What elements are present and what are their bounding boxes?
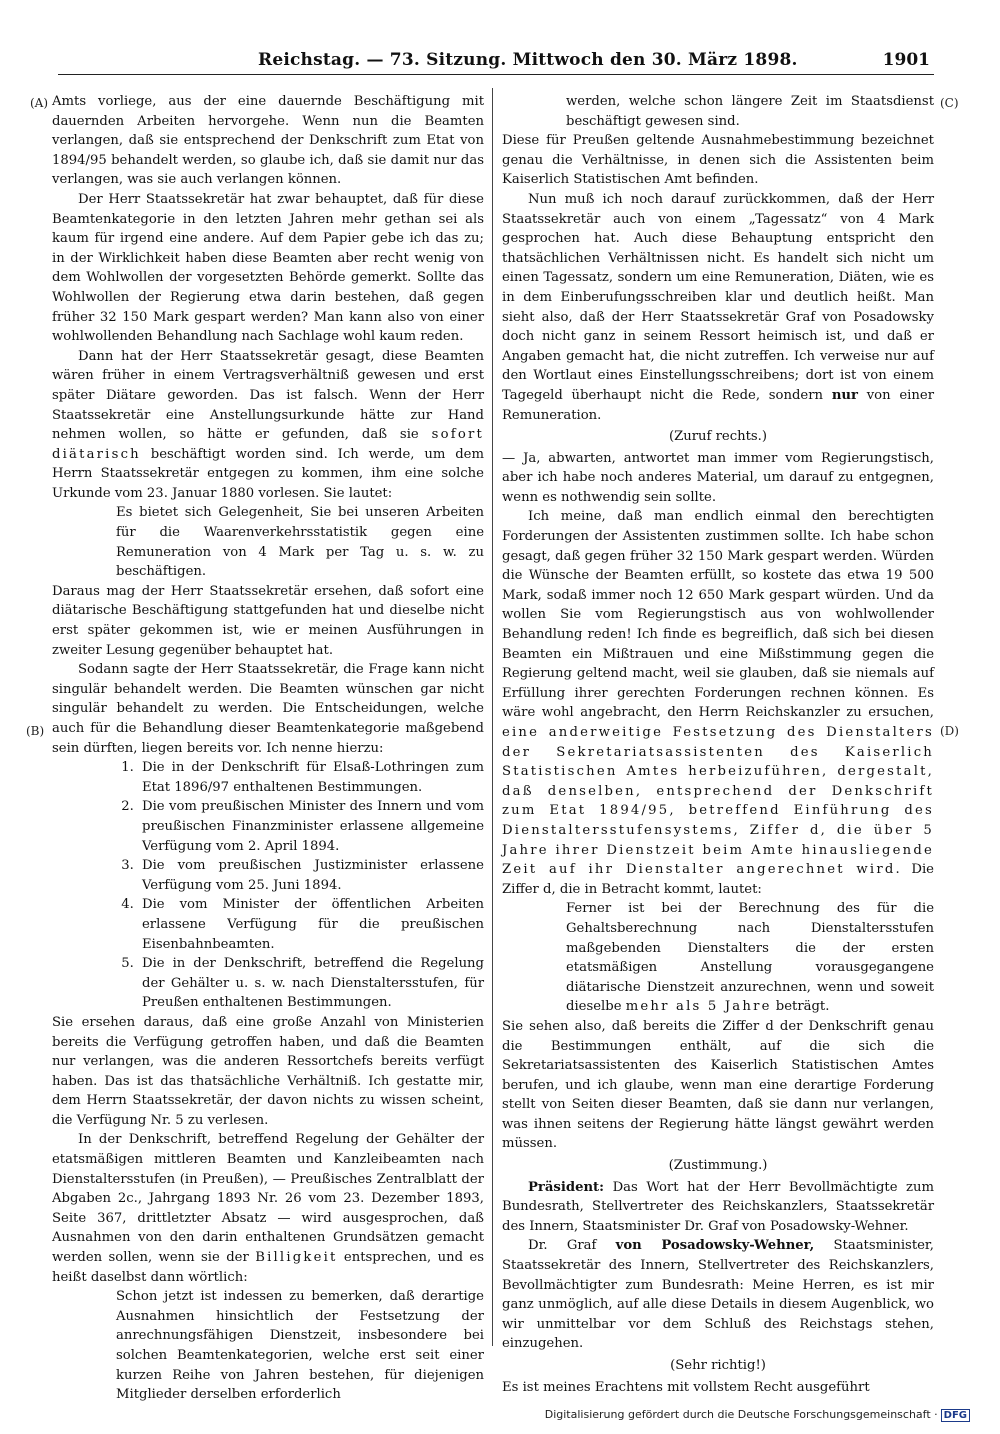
spaced-text: eine anderweitige Festsetzung des Dienstalters der Sekretariatsassistenten des Kaiserlich Statistischen Amtes herbeizuführen, dergestalt, daß denselben, entsprechend der Denkschrift zum Etat 1894/95, betreffend Einführung des Dienstaltersstufensystems, Ziffer d, die über 5 Jahre ihrer Dienstzeit beim Amte hinausliegende Zeit auf ihr Dienstalter angerechnet wird.	[502, 725, 934, 878]
spaced-text: mehr als 5 Jahre	[625, 999, 772, 1015]
text-run: Die Ziffer d, die in Betracht kommt, lautet:	[502, 862, 934, 897]
quotation: Schon jetzt ist indessen zu bemerken, daß derartige Ausnahmen hinsichtlich der Festsetzung der anrechnungsfähigen Dienstzeit, insbesondere bei solchen Beamtenkategorien, welche erst seit einer kurzen Reihe von Jahren bestehen, für diejenigen Mitglieder derselben erforderlich	[116, 1289, 484, 1403]
margin-marker-a: (A)	[30, 96, 49, 110]
list-item: 4. Die vom Minister der öffentlichen Arbeiten erlassene Verfügung für die preußischen Eisenbahnbeamten.	[138, 895, 484, 954]
paragraph	[502, 1178, 934, 1237]
header-title: Reichstag. — 73. Sitzung. Mittwoch den 30. März 1898.	[258, 50, 798, 70]
right-column	[502, 92, 934, 1397]
column-divider	[492, 88, 493, 1346]
paragraph	[52, 1130, 484, 1287]
list-item: 5. Die in der Denkschrift, betreffend die Regelung der Gehälter u. s. w. nach Dienstaltersstufen, für Preußen enthaltenen Bestimmungen.	[138, 954, 484, 1013]
paragraph	[502, 507, 934, 899]
text-run: Das Wort hat der Herr Bevollmächtigte zum Bundesrath, Stellvertreter des Reichskanzlers, Staatssekretär des Innern, Staatsminister Dr. Graf von Posadowsky-Wehner.	[502, 1179, 934, 1234]
text-run: Ferner ist bei der Berechnung des für die Gehaltsberechnung nach Dienstaltersstufen maßgebenden Dienstalters die der ersten etatsmäßigen Anstellung vorausgegangene diätarische Dienstzeit anzurechnen, wenn und soweit dieselbe	[566, 901, 934, 1015]
interjection: (Zuruf rechts.)	[668, 429, 768, 445]
interjection: (Sehr richtig!)	[670, 1358, 766, 1373]
speaker-name: von Posadowsky-Wehner,	[615, 1238, 815, 1254]
paragraph	[52, 347, 484, 504]
speaker-name: Präsident:	[528, 1179, 605, 1195]
page-header	[58, 44, 934, 75]
paragraph	[502, 1236, 934, 1354]
paragraph: Amts vorliege, aus der eine dauernde Beschäftigung mit dauernden Arbeiten hervorgehe. Wenn nun die Beamten verlangen, daß sie entsprechend der Denkschrift zum Etat von 1894/95 behandelt werden, so glaube ich, daß sie damit nur das verlangen, was sie auch verlangen können.	[52, 94, 484, 188]
paragraph: Daraus mag der Herr Staatssekretär ersehen, daß sofort eine diätarische Beschäftigung stattgefunden hat und dieselbe nicht erst später gekommen ist, wie er meinen Ausführungen in zweiter Lesung gegenüber behauptet hat.	[52, 583, 484, 658]
list-item: 1. Die in der Denkschrift für Elsaß-Lothringen zum Etat 1896/97 enthaltenen Bestimmungen.	[138, 758, 484, 797]
quotation	[566, 899, 934, 1017]
list-item: 3. Die vom preußischen Justizminister erlassene Verfügung vom 25. Juni 1894.	[138, 856, 484, 895]
paragraph: Diese für Preußen geltende Ausnahmebestimmung bezeichnet genau die Verhältnisse, in denen sich die Assistenten beim Kaiserlich Statistischen Amt befinden.	[502, 133, 934, 188]
page-number: 1901	[882, 50, 930, 70]
text-run: Ich meine, daß man endlich einmal den berechtigten Forderungen der Assistenten zustimmen sollte. Ich habe schon gesagt, daß gegen früher 32 150 Mark gespart werden. Würden die Wünsche der Beamten erfüllt, so kostete das etwa 19 500 Mark, sodaß immer noch 12 650 Mark gespart würden. Und da wollen Sie vom Regierungstisch aus von wohlwollender Behandlung reden! Ich finde es begreiflich, daß sich bei diesen Beamten ein Mißtrauen und eine Mißstimmung gegen die Regierung geltend macht, weil sie glauben, daß sie niemals auf Erfüllung ihrer gerechten Forderungen rechnen können. Es wäre wohl angebracht, den Herrn Reichskanzler zu ersuchen,	[502, 509, 934, 721]
paragraph: Sie ersehen daraus, daß eine große Anzahl von Ministerien bereits die Verfügung getroffen haben, und daß die Beamten nur verlangen, was die anderen Ressortchefs bereits verfügt haben. Das ist das thatsächliche Verhältniß. Ich gestatte mir, dem Herrn Staatssekretär, der davon nichts zu wissen scheint, die Verfügung Nr. 5 zu verlesen.	[52, 1014, 484, 1128]
text-run: beschäftigt worden sind. Ich werde, um dem Herrn Staatssekretär entgegen zu kommen, ihm eine solche Urkunde vom 23. Januar 1880 vorlesen. Sie lautet:	[52, 446, 484, 501]
left-column	[52, 92, 484, 1405]
footer-text: Digitalisierung gefördert durch die Deutsche Forschungsgemeinschaft ·	[544, 1408, 938, 1421]
bold-text: nur	[831, 387, 858, 403]
paragraph: Der Herr Staatssekretär hat zwar behauptet, daß für diese Beamtenkategorie in den letzten Jahren mehr gethan sei als kaum für irgend eine andere. Auf dem Papier gebe ich das zu; in der Wirklichkeit haben diese Beamten aber recht wenig von dem Wohlwollen der vorgesetzten Behörde gemerkt. Sollte das Wohlwollen der Regierung etwa darin bestehen, daß gegen früher 32 150 Mark gespart werden? Man kann also von einer wohlwollenden Behandlung nach Sachlage wohl kaum reden.	[52, 191, 484, 345]
ordinance-list	[52, 758, 484, 1013]
margin-marker-c: (C)	[940, 96, 959, 110]
margin-marker-b: (B)	[26, 724, 45, 738]
text-run: Dr. Graf	[528, 1238, 597, 1254]
quotation-continued: werden, welche schon längere Zeit im Staatsdienst beschäftigt gewesen sind.	[566, 94, 934, 129]
paragraph	[502, 190, 934, 425]
paragraph: — Ja, abwarten, antwortet man immer vom Regierungstisch, aber ich habe noch anderes Material, um darauf zu entgegnen, wenn es nothwendig sein sollte.	[502, 450, 934, 505]
paragraph: Sodann sagte der Herr Staatssekretär, die Frage kann nicht singulär behandelt werden. Die Beamten wünschen gar nicht singulär behandelt zu werden. Die Entscheidungen, welche auch für die Behandlung dieser Beamtenkategorie maßgebend sein dürften, liegen bereits vor. Ich nenne hierzu:	[52, 662, 484, 756]
dfg-logo: DFG	[941, 1409, 970, 1422]
text-run: In der Denkschrift, betreffend Regelung der Gehälter der etatsmäßigen mittleren Beamten und Kanzleibeamten nach Dienstaltersstufen (in Preußen), — Preußisches Zentralblatt der Abgaben 2c., Jahrgang 1893 Nr. 26 vom 23. Dezember 1893, Seite 367, drittletzter Absatz — wird ausgesprochen, daß Ausnahmen von den darin enthaltenen Grundsätzen gemacht werden sollen, wenn sie der	[52, 1132, 484, 1266]
paragraph: Es ist meines Erachtens mit vollstem Recht ausgeführt	[502, 1379, 870, 1395]
digitization-credit	[545, 1408, 970, 1422]
quotation: Es bietet sich Gelegenheit, Sie bei unseren Arbeiten für die Waarenverkehrsstatistik gegen eine Remuneration von 4 Mark per Tag u. s. w. zu beschäftigen.	[116, 505, 484, 580]
spaced-text: sofort diätarisch	[52, 427, 484, 462]
paragraph: Sie sehen also, daß bereits die Ziffer d der Denkschrift genau die Bestimmungen enthält, auf die sich die Sekretariatsassistenten des Kaiserlich Statistischen Amtes berufen, und ich glaube, wenn man eine derartige Forderung stellt von Seiten dieser Beamten, daß sie dann nur verlangen, was ihnen seitens der Regierung hätte längst gewährt werden müssen.	[502, 1018, 934, 1152]
text-run: Nun muß ich noch darauf zurückkommen, daß der Herr Staatssekretär auch von einem „Tagessatz“ von 4 Mark gesprochen hat. Auch diese Behauptung entspricht den thatsächlichen Verhältnissen nicht. Es handelt sich nicht um einen Tagessatz, sondern um eine Remuneration, Diäten, wie es in dem Einberufungsschreiben klar und deutlich heißt. Man sieht also, daß der Herr Staatssekretär Graf von Posadowsky doch nicht ganz in seinem Ressort heimisch ist, und daß er Angaben gemacht hat, die nicht zutreffen. Ich verweise nur auf den Wortlaut eines Einstellungsschreibens; dort ist von einem Tagegeld überhaupt nicht die Rede, sondern	[502, 191, 934, 403]
list-item: 2. Die vom preußischen Minister des Innern und vom preußischen Finanzminister erlassene allgemeine Verfügung vom 2. April 1894.	[138, 797, 484, 856]
text-run: beträgt.	[775, 999, 830, 1015]
text-run: entsprechen, und es heißt daselbst dann wörtlich:	[52, 1250, 484, 1285]
interjection: (Zustimmung.)	[668, 1158, 768, 1174]
spaced-text: Billigkeit	[255, 1250, 338, 1266]
text-run: Dann hat der Herr Staatssekretär gesagt, diese Beamten wären früher in einem Vertragsverhältniß gewesen und erst später Diätare geworden. Das ist falsch. Wenn der Herr Staatssekretär eine Anstellungsurkunde hätte zur Hand nehmen wollen, so hätte er gefunden, daß sie	[52, 348, 484, 443]
text-run: Staatsminister, Staatssekretär des Innern, Stellvertreter des Reichskanzlers, Bevollmächtigter zum Bundesrath: Meine Herren, es ist mir ganz unmöglich, auf alle diese Details in diesem Augenblick, wo wir unmittelbar vor dem Schluß des Reichstags stehen, einzugehen.	[502, 1238, 934, 1352]
margin-marker-d: (D)	[940, 724, 959, 738]
text-run: von einer Remuneration.	[502, 387, 934, 423]
